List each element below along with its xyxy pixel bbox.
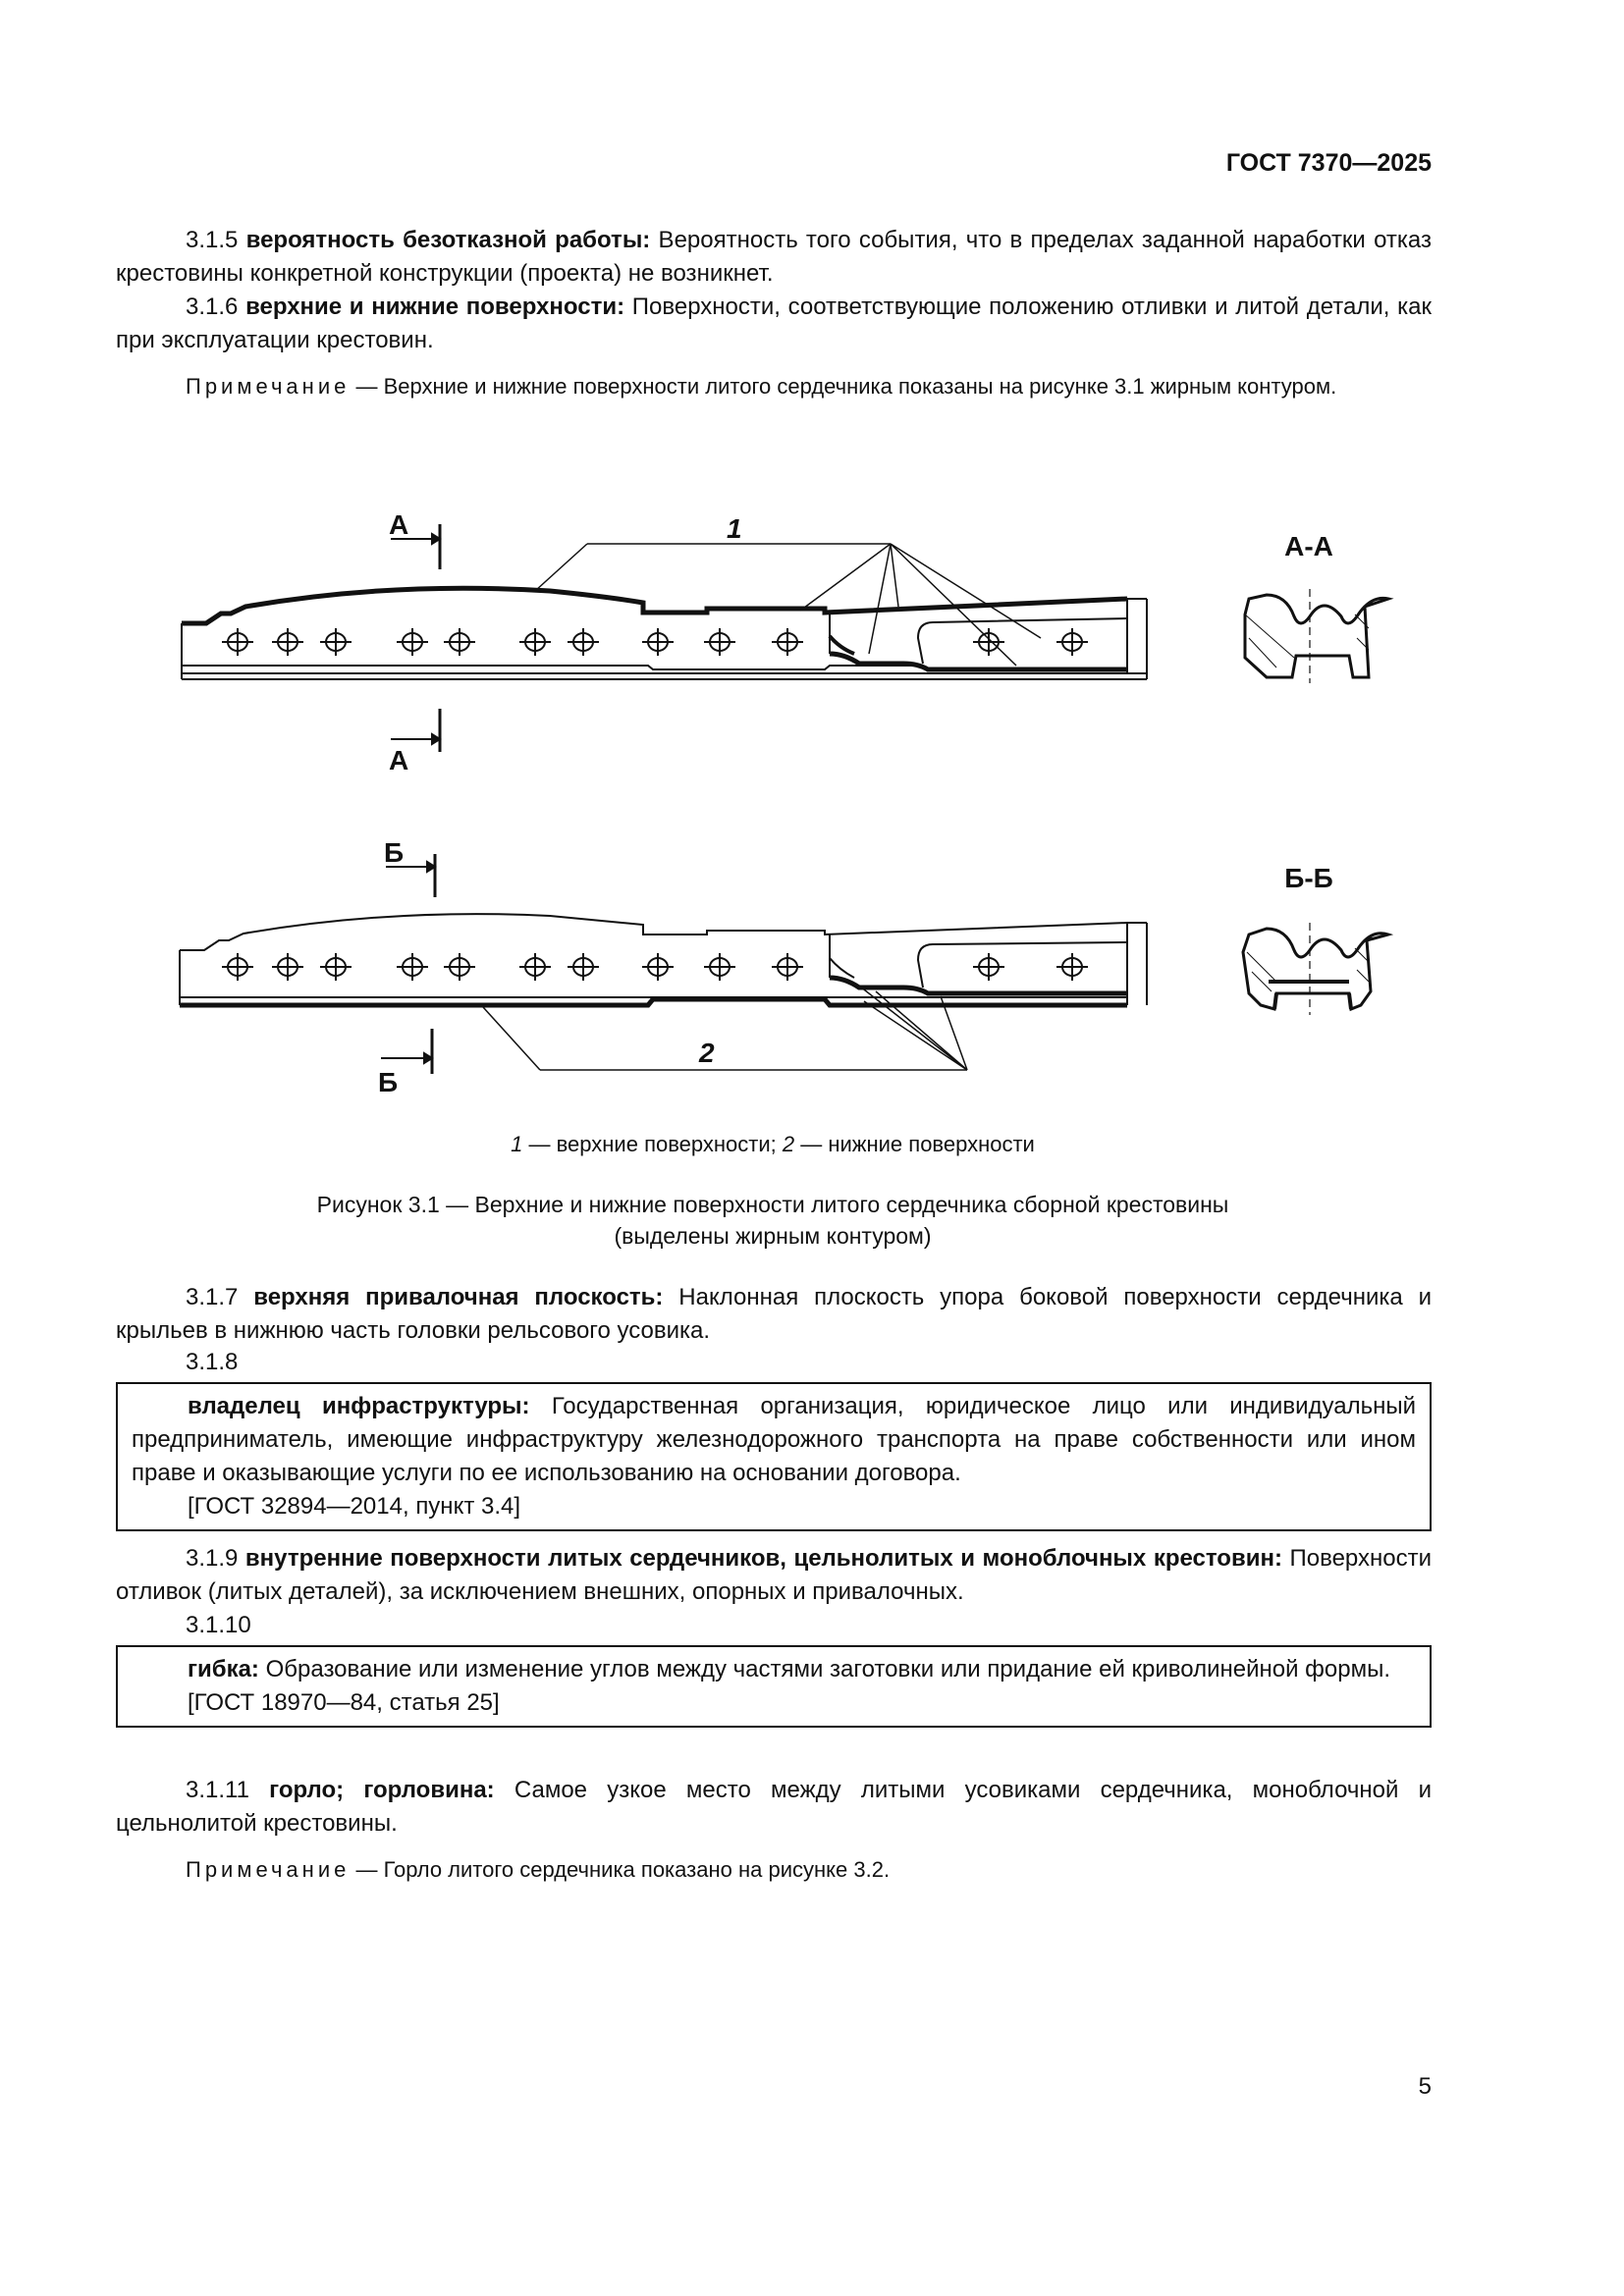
- note-text: — Верхние и нижние поверхности литого сердечника показаны на рисунке 3.1 жирным контуром.: [350, 374, 1337, 399]
- paragraph-3-1-8-number: 3.1.8: [186, 1349, 239, 1375]
- legend-2-number: 2: [782, 1132, 795, 1156]
- term: верхние и нижние поверхности:: [245, 294, 625, 320]
- section-b-label-bottom: Б: [378, 1067, 399, 1097]
- term: вероятность безотказной работы:: [245, 227, 651, 253]
- section-a-label-bottom: А: [389, 745, 409, 775]
- clause-number: 3.1.5: [186, 227, 246, 253]
- quoted-definition-box-2: [116, 1645, 1432, 1728]
- definition: Поверхности, соответствующие положению отливки и литой детали, как при эксплуатации крестовин.: [116, 294, 1433, 353]
- term: владелец инфраструктуры:: [188, 1393, 530, 1419]
- document-code-header: ГОСТ 7370—2025: [1225, 149, 1432, 177]
- callout-2: 2: [699, 1038, 715, 1068]
- clause-number: 3.1.7: [186, 1284, 254, 1310]
- paragraph-3-1-7: [116, 1281, 1432, 1348]
- definition: Образование или изменение углов между частями заготовки или придание ей криволинейной формы.: [258, 1656, 1391, 1682]
- term: верхняя привалочная плоскость:: [253, 1284, 664, 1310]
- figure-3-1-drawing: [0, 491, 1624, 1158]
- figure-caption-line2: (выделены жирным контуром): [614, 1223, 932, 1249]
- clause-number: 3.1.9: [186, 1545, 245, 1572]
- paragraph-3-1-6: [116, 291, 1432, 357]
- bolt-holes-top-view: [222, 628, 1088, 656]
- term: внутренние поверхности литых сердечников, цельнолитых и моноблочных крестовин:: [244, 1545, 1282, 1572]
- bolt-holes-bottom-view: [222, 953, 1088, 981]
- note-text: — Горло литого сердечника показано на рисунке 3.2.: [350, 1857, 891, 1882]
- paragraph-3-1-5: [116, 224, 1432, 291]
- section-b-b-title: Б-Б: [1284, 863, 1333, 893]
- note-label: Примечание: [186, 1857, 351, 1882]
- section-b-b-profile: [1243, 923, 1388, 1015]
- section-a-a-title: А-А: [1284, 531, 1333, 561]
- section-b-marks: [381, 854, 435, 1074]
- definition: Самое узкое место между литыми усовиками сердечника, моноблочной и цельнолитой крестовины.: [116, 1777, 1433, 1837]
- section-a-label-top: А: [389, 509, 409, 540]
- paragraph-3-1-11: [116, 1774, 1432, 1841]
- paragraph-3-1-9: [116, 1542, 1432, 1609]
- section-b-label-top: Б: [384, 837, 405, 868]
- page-number: 5: [1418, 2073, 1432, 2100]
- clause-number: 3.1.6: [186, 294, 246, 320]
- callout-1: 1: [727, 513, 742, 544]
- paragraph-3-1-10-number: 3.1.10: [186, 1612, 251, 1638]
- note-figure-3-2: [116, 1854, 1432, 1886]
- box1-definition: [132, 1390, 1416, 1490]
- legend-1-text: — верхние поверхности;: [522, 1132, 783, 1156]
- section-a-marks: [391, 524, 440, 752]
- note-figure-3-1: [116, 371, 1432, 402]
- quoted-definition-box-1: [116, 1382, 1432, 1531]
- box2-definition: [132, 1653, 1416, 1686]
- definition: Вероятность того события, что в пределах заданной наработки отказ крестовины конкретной конструкции (проекта) не возникнет.: [116, 227, 1433, 287]
- box1-reference: [ГОСТ 32894—2014, пункт 3.4]: [188, 1493, 521, 1520]
- legend-1-number: 1: [511, 1132, 523, 1156]
- frog-top-view: [182, 588, 1147, 679]
- term: гибка:: [188, 1656, 259, 1682]
- legend-2-text: — нижние поверхности: [794, 1132, 1035, 1156]
- box2-reference: [ГОСТ 18970—84, статья 25]: [188, 1689, 500, 1716]
- clause-number: 3.1.11: [186, 1777, 270, 1803]
- definition: Государственная организация, юридическое лицо или индивидуальный предприниматель, имеющие инфраструктуру железнодорожного транспорта на праве собственности или ином праве и оказывающие услуги по ее использованию на основании договора.: [132, 1393, 1416, 1486]
- term: горло; горловина:: [269, 1777, 495, 1803]
- figure-caption-line1: Рисунок 3.1 — Верхние и нижние поверхности литого сердечника сборной крестовины: [316, 1192, 1229, 1217]
- note-label: Примечание: [186, 374, 351, 399]
- section-a-a-profile: [1245, 589, 1388, 683]
- figure-legend: [0, 1129, 1545, 1160]
- figure-caption: [0, 1189, 1545, 1252]
- definition: Наклонная плоскость упора боковой поверхности сердечника и крыльев в нижнюю часть головки рельсового усовика.: [116, 1284, 1433, 1344]
- definition: Поверхности отливок (литых деталей), за исключением внешних, опорных и привалочных.: [116, 1545, 1433, 1605]
